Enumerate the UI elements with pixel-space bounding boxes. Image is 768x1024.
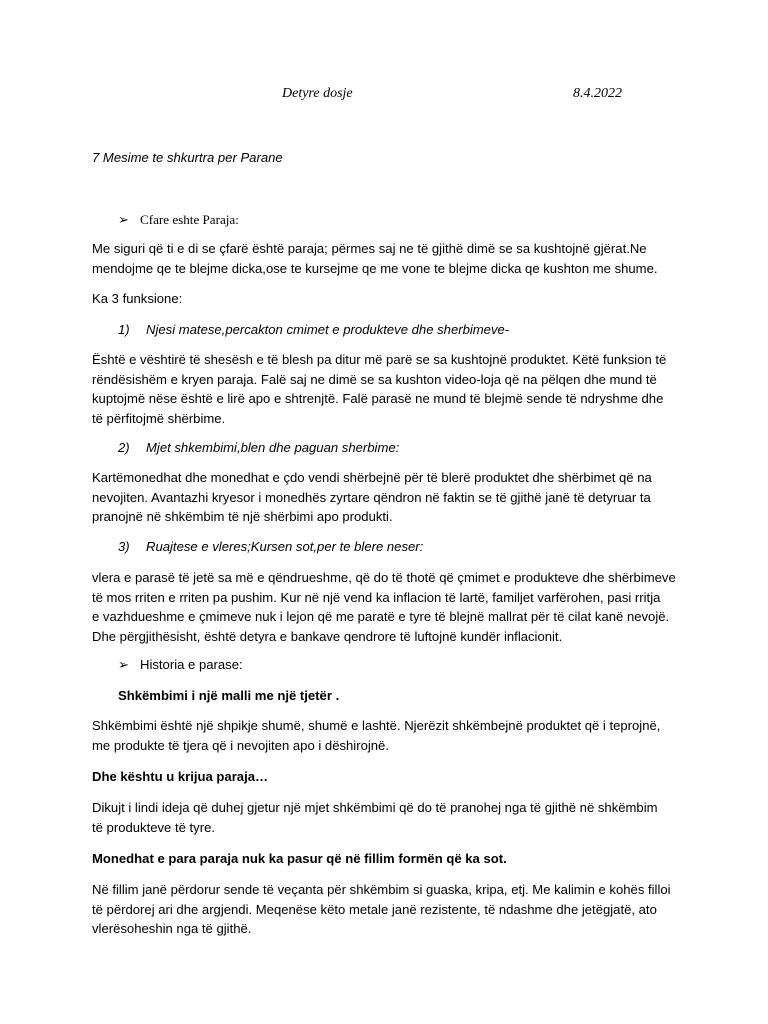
item-number: 3) [118, 539, 130, 554]
paragraph-line: Dikujt i lindi ideja që duhej gjetur një mjet shkëmbimi që do të pranohej nga të gjithë në shkëmbim [92, 800, 658, 815]
paragraph-line: e vazhdueshme e çmimeve nuk i lejon që me paratë e tyre të blejnë mallrat për të cilat kanë nevojë. [92, 609, 670, 624]
section1-heading [118, 210, 239, 229]
item-text: Ruajtese e vleres;Kursen sot,per te blere neser: [146, 539, 424, 554]
section1-intro [92, 239, 682, 278]
bullet-arrow-icon: ➢ [118, 657, 129, 672]
paragraph-line: të mos rriten e rriten pa pushim. Kur në një vend ka inflacion të lartë, familjet varfërohen, pasi rritja [92, 589, 661, 605]
paragraph-line: Dhe përgjithësisht, është detyra e bankave qendrore të luftojnë kundër inflacionit. [92, 628, 563, 644]
paragraph-line: vlerësoheshin nga të gjithë. [92, 921, 252, 936]
paragraph-line: me produkte të tjera që i nevojiten apo i dëshirojnë. [92, 737, 389, 753]
header-date: 8.4.2022 [573, 86, 622, 101]
paragraph-line: rëndësishëm e kryen paraja. Falë saj ne dimë se sa kushton video-loja që na pëlqen dhe mund të [92, 371, 657, 387]
function-item-1 [118, 320, 509, 339]
paragraph-line: Shkëmbimi është një shpikje shumë, shumë e lashtë. Njerëzit shkëmbejnë produktet që i teprojnë, [92, 718, 661, 733]
section2-bold-line-1: Dhe kështu u krijua paraja… [92, 769, 269, 784]
paragraph-line: Kartëmonedhat dhe monedhat e çdo vendi shërbejnë për të blerë produktet dhe shërbimet që na [92, 470, 652, 485]
paragraph-line: kuptojmë nëse është e lirë apo e shtrenjtë. Falë parasë ne mund të blejmë sende të ndryshme dhe [92, 391, 664, 406]
function-item-2 [118, 438, 399, 457]
paragraph-line: pranojnë në shkëmbim të një shërbimi apo produkti. [92, 509, 393, 524]
function-item-3-body [92, 568, 682, 646]
paragraph-line: të përdorej ari dhe argjendi. Meqenëse këto metale janë rezistente, të ndashme dhe jetëgjatë, ato [92, 901, 657, 917]
item-number: 2) [118, 440, 130, 455]
section2-paragraph-2 [92, 798, 682, 837]
item-text: Njesi matese,percakton cmimet e produkteve dhe sherbimeve- [146, 322, 510, 337]
item-number: 1) [118, 322, 130, 337]
paragraph-line: Në fillim janë përdorur sende të veçanta për shkëmbim si guaska, kripa, etj. Me kalimin e kohës filloi [92, 882, 671, 897]
bullet-arrow-icon: ➢ [118, 212, 129, 227]
paragraph-line: të përfitojmë shërbime. [92, 410, 226, 426]
section2-subheading: Shkëmbimi i një malli me një tjetër . [118, 688, 340, 703]
function-item-2-body [92, 468, 682, 527]
functions-label: Ka 3 funksione: [92, 291, 183, 306]
section2-heading [118, 655, 243, 674]
section2-heading-text: Historia e parase: [140, 657, 243, 672]
section2-paragraph-3 [92, 880, 682, 939]
item-text: Mjet shkembimi,blen dhe paguan sherbime: [146, 440, 400, 455]
paragraph-line: nevojiten. Avantazhi kryesor i monedhës zyrtare qëndron në faktin se të gjithë janë të detyruar ta [92, 489, 651, 505]
paragraph-line: vlera e parasë të jetë sa më e qëndrueshme, që do të thotë që çmimet e produkteve dhe shërbimeve [92, 570, 676, 585]
paragraph-line: Me siguri që ti e di se çfarë është paraja; përmes saj ne të gjithë dimë se sa kushtojnë gjërat.Ne [92, 241, 647, 256]
section2-bold-line-2: Monedhat e para paraja nuk ka pasur që në fillim formën që ka sot. [92, 851, 507, 866]
section2-paragraph-1 [92, 716, 682, 755]
function-item-3 [118, 537, 423, 556]
header-title: Detyre dosje [282, 86, 353, 101]
document-title: 7 Mesime te shkurtra per Parane [92, 150, 283, 165]
paragraph-line: Është e vështirë të shesësh e të blesh pa ditur më parë se sa kushtojnë produktet. Këtë funksion të [92, 352, 667, 367]
section1-heading-text: Cfare eshte Paraja: [140, 212, 239, 227]
paragraph-line: mendojme qe te blejme dicka,ose te kursejme qe me vone te blejme dicka qe kushton me shume. [92, 260, 658, 276]
paragraph-line: të produkteve të tyre. [92, 819, 216, 835]
function-item-1-body [92, 350, 682, 428]
